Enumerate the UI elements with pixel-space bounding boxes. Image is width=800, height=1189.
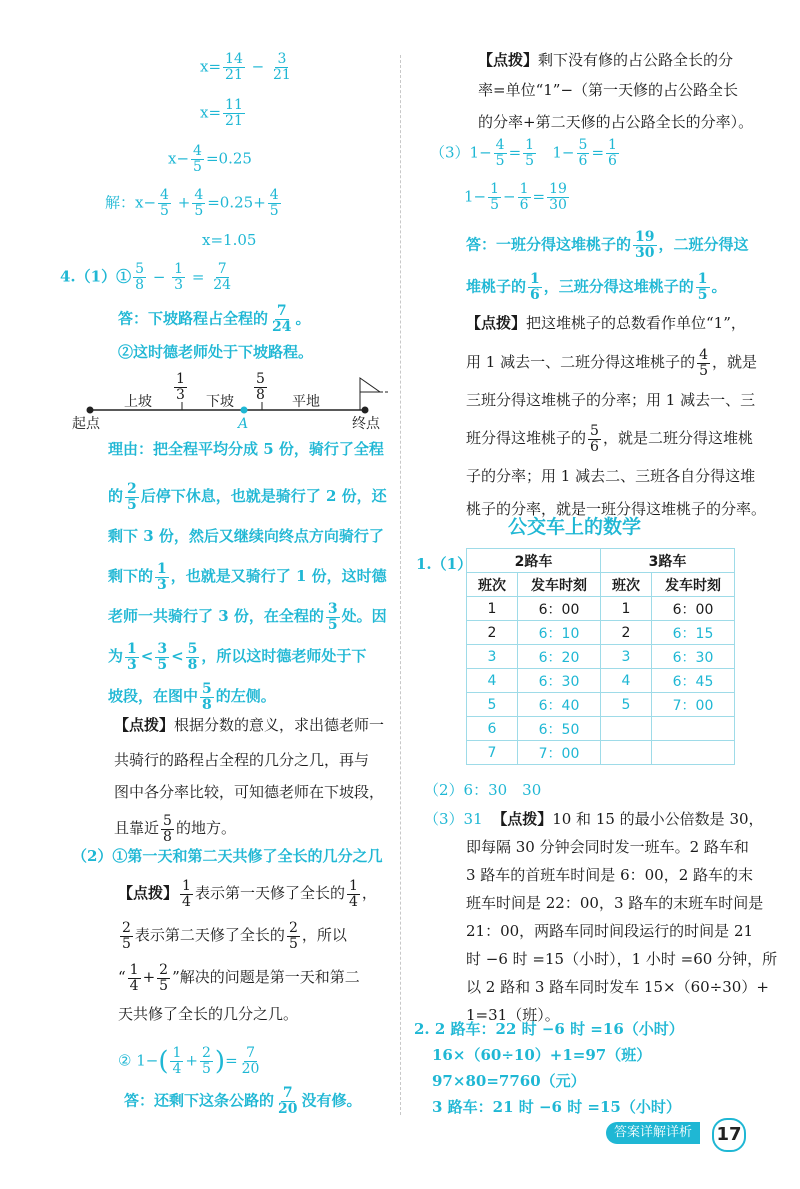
column-divider xyxy=(400,55,401,1115)
section-title: 公交车上的数学 xyxy=(508,516,642,538)
question-4-1: 4.（1）① $\frac{5}{8}$ − $\frac{1}{3}$ = $\frac{7}{24}$ xyxy=(60,261,232,293)
tip-2: 【点拨】 $\frac{1}{4}$ 表示第一天修了全长的 $\frac{1}{4}$ ， $\frac{2}{5}$ 表示第二天修了全长的 $\frac{2}{5}$ ，所以 “ $\frac{1}{4}$ + $\frac{2}{5}$ ”解决的问题是第一天和第二 天共修了全长的几分之几。 xyxy=(118,877,377,1023)
tip-3-rest: 率=单位“1”−（第一天修的占公路全长 的分率+第二天修的占公路全长的分率）。 xyxy=(478,81,754,131)
shift-header: 班次 xyxy=(601,573,652,597)
time-header: 发车时刻 xyxy=(518,573,601,597)
question-1-1-label: 1.（1） xyxy=(416,555,473,573)
answer-2: ②这时德老师处于下坡路程。 xyxy=(118,343,314,361)
route3-header: 3路车 xyxy=(601,549,735,573)
time-header: 发车时刻 xyxy=(652,573,735,597)
equation-5: x=1.05 xyxy=(202,231,257,249)
fraction-1-3: $\frac{1}{3}$ xyxy=(176,371,185,403)
road-diagram xyxy=(70,370,400,440)
tip-3: 【点拨】剩下没有修的占公路全长的分 xyxy=(478,51,734,69)
table-row: 7 7：00 xyxy=(467,741,735,765)
answer-4: 答：一班分得这堆桃子的 $\frac{19}{30}$ ，二班分得这 xyxy=(466,229,749,261)
label-flat: 平地 xyxy=(292,394,320,410)
table-row: 2 6：10 2 6：15 xyxy=(467,621,735,645)
equation-4: 解：x− $\frac{4}{5}$ + $\frac{4}{5}$ =0.25+ $\frac{4}{5}$ xyxy=(105,187,279,219)
question-1-3: （3）31 【点拨】10 和 15 的最小公倍数是 30， xyxy=(424,810,764,828)
label-uphill: 上坡 xyxy=(124,394,152,410)
fraction-5-8: $\frac{5}{8}$ xyxy=(256,371,265,403)
bus-schedule-table xyxy=(466,548,735,765)
question-4-2b: ② 1−( $\frac{1}{4}$ + $\frac{2}{5}$ )= $\frac{7}{20}$ xyxy=(118,1045,260,1077)
answer-1: 答：下坡路程占全程的 $\frac{7}{24}$ 。 xyxy=(118,303,311,335)
route2-header: 2路车 xyxy=(467,549,601,573)
question-1-3-body: 即每隔 30 分钟会同时发一班车。2 路车和 3 路车的首班车时间是 6：00，2 路车的末 班车时间是 22：00，3 路车的末班车时间是 21：00，两路车同时间段运行的时间是 21 时 −6 时 =15（小时），1 小时 =60 分钟，所 以 2 路和 3 路车同时发车 15×（60÷30）+ 1=31（班）。 xyxy=(466,838,778,1024)
table-row: 5 6：40 5 7：00 xyxy=(467,693,735,717)
table-row: 4 6：30 4 6：45 xyxy=(467,669,735,693)
equation-2: x= $\frac{11}{21}$ xyxy=(200,97,243,129)
question-2-body: 16×（60÷10）+1=97（班） 97×80=7760（元） 3 路车：21 时 −6 时 =15（小时） xyxy=(432,1046,681,1116)
table-row: 1 6：00 1 6：00 xyxy=(467,597,735,621)
answer-3: 答：还剩下这条公路的 $\frac{7}{20}$ 没有修。 xyxy=(124,1085,362,1117)
question-3a: （3）1− $\frac{4}{5}$ = $\frac{1}{5}$ 1− $\frac{5}{6}$ = $\frac{1}{6}$ xyxy=(430,137,617,169)
equation-3: x− $\frac{4}{5}$ =0.25 xyxy=(168,143,252,175)
answer-5: 堆桃子的 $\frac{1}{6}$ ，三班分得这堆桃子的 $\frac{1}{5}$ 。 xyxy=(466,271,727,303)
label-start: 起点 xyxy=(72,416,100,432)
label-downhill: 下坡 xyxy=(206,394,234,410)
page-number: 17 xyxy=(712,1118,746,1152)
tip-1: 【点拨】根据分数的意义，求出德老师一 共骑行的路程占全程的几分之几，再与 图中各分率比较，可知德老师在下坡段， 且靠近 $\frac{5}{8}$ 的地方。 xyxy=(114,716,385,845)
equation-1: x= $\frac{14}{21}$ − $\frac{3}{21}$ xyxy=(200,51,291,83)
label-end: 终点 xyxy=(352,416,380,432)
question-3b: 1− $\frac{1}{5}$ − $\frac{1}{6}$ = $\frac{19}{30}$ xyxy=(464,181,567,213)
table-row: 6 6：50 xyxy=(467,717,735,741)
question-2: 2. 2 路车：22 时 −6 时 =16（小时） xyxy=(414,1020,684,1038)
footer-badge: 答案详解详析 xyxy=(606,1122,700,1144)
tip-4: 【点拨】把这堆桃子的总数看作单位“1”， 用 1 减去一、二班分得这堆桃子的 $\frac{4}{5}$ ，就是 三班分得这堆桃子的分率；用 1 减去一、三 班分得这堆桃子的 $\frac{5}{6}$ ，就是二班分得这堆桃 子的分率；用 1 减去二、三班各自分得这堆 桃子的分率，就是一班分得这堆桃子的分率。 xyxy=(466,314,767,518)
reasoning: 理由：把全程平均分成 5 份，骑行了全程 的 $\frac{2}{5}$ 后停下休息，也就是骑行了 2 份，还 剩下 3 份，然后又继续向终点方向骑行了 剩下的 $\frac{1}{3}$ ，也就是又骑行了 1 份，这时德 老师一共骑行了 3 份，在全程的 $\frac{3}{5}$ 处。因 为 $\frac{1}{3}$ < $\frac{3}{5}$ < $\frac{5}{8}$ ，所以这时德老师处于下 坡段，在图中 $\frac{5}{8}$ 的左侧。 xyxy=(108,440,387,713)
table-row: 3 6：20 3 6：30 xyxy=(467,645,735,669)
question-1-2: （2）6：30 30 xyxy=(424,781,542,799)
shift-header: 班次 xyxy=(467,573,518,597)
question-4-2: （2）①第一天和第二天共修了全长的几分之几 xyxy=(72,847,383,865)
label-point-a: A xyxy=(238,416,249,432)
